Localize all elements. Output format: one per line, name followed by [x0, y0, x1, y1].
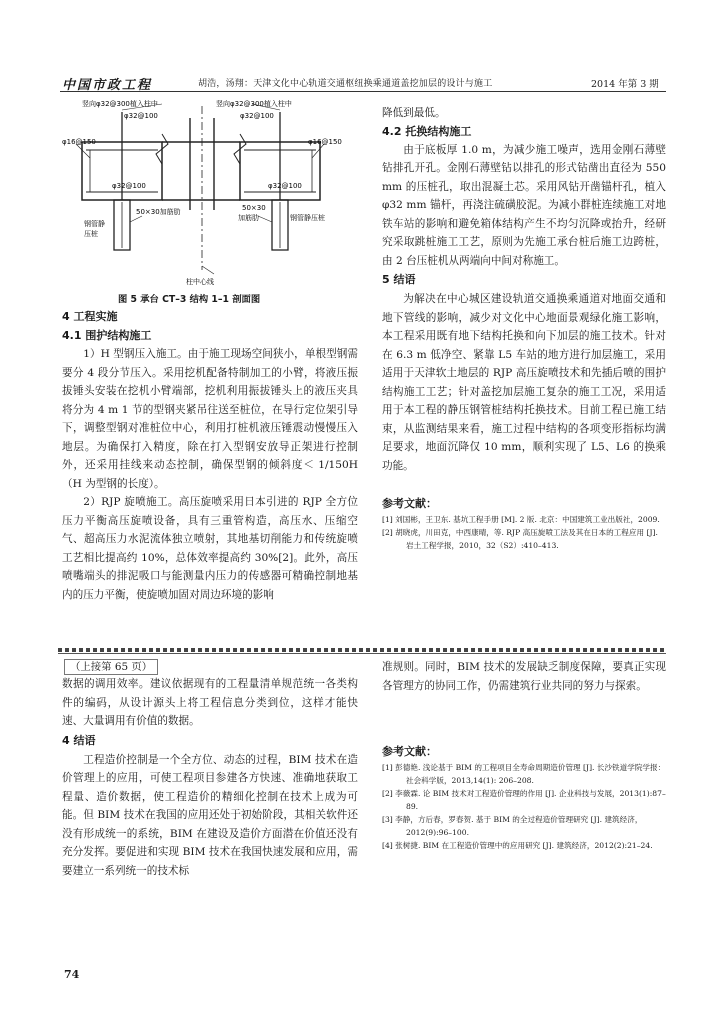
issue-label: 2014 年第 3 期: [591, 79, 659, 90]
label-left-pile-top: 竖向φ32@300植入柱中: [82, 100, 158, 108]
paragraph: 降低到最低。: [382, 107, 446, 119]
paragraph: 2）RJP 旋喷施工。高压旋喷采用日本引进的 RJP 全方位压力平衡高压旋喷设备，具有三重管构造，高压水、压缩空气、超高压力水泥流体独立喷射，其地基切削能力和传统旋喷工艺相比提高约 10%，总体效率提高约 30%[2]。此外，高压喷嘴端头的排泥吸口与能测量内压力的传感器可精确控制地基内的压力平衡，使旋喷加固对周边环境的影响: [62, 496, 358, 601]
reference-item: [1] 刘国彬，王卫东. 基坑工程手册 [M]. 2 版. 北京：中国建筑工业出版社，2009.: [382, 515, 660, 524]
bottom-right-column: [382, 658, 666, 852]
leader-left-rib: [130, 216, 142, 222]
section-4-heading: 4 工程实施: [62, 310, 118, 323]
label-left-rebar: φ32@100: [124, 112, 158, 120]
label-left-bottom-rebar: φ32@100: [112, 182, 146, 190]
leader-right-rib: [258, 216, 272, 222]
section-4-1-heading: 4.1 围护结构施工: [62, 329, 152, 342]
left-column: [62, 307, 358, 604]
label-left-stirrup: φ16@150: [62, 138, 96, 146]
reference-item: [2] 胡晓虎，川田克，中西康晴，等. RJP 高压旋喷工法及其在日本的工程应用 [J]. 岩土工程学报，2010，32（S2）:410–413.: [382, 528, 658, 550]
label-right-rib-b: 加筋肋: [238, 214, 259, 222]
figure-caption: 图 5 承台 CT–3 结构 1–1 剖面图: [118, 294, 261, 305]
reference-item: [4] 张树捷. BIM 在工程造价管理中的应用研究 [J]. 建筑经济，2012(2):21–24.: [382, 841, 653, 850]
section-4-2-heading: 4.2 托换结构施工: [382, 124, 472, 138]
label-left-pile-line2: 压桩: [84, 230, 98, 238]
continued-from-label: （上接第 65 页）: [64, 659, 158, 675]
right-column: [382, 104, 666, 552]
figure-diagram: [62, 98, 362, 288]
paragraph: 准规则。同时，BIM 技术的发展缺乏制度保障，要真正实现各管理方的协同工作，仍需建筑行业共同的努力与探索。: [382, 661, 666, 692]
bottom-left-column: [62, 675, 358, 880]
journal-logo: 中国市政工程: [62, 78, 153, 93]
label-right-stirrup: φ16@150: [308, 138, 342, 146]
references-heading: 参考文献：: [382, 497, 437, 510]
conclusion-heading: 4 结语: [62, 733, 96, 747]
paragraph: 数据的调用效率。建议依据现有的工程量清单规范统一各类构件的编码，从设计源头上将工程信息分类到位，这样才能快速、大量调用有价值的数据。: [62, 678, 358, 727]
label-right-rib-a: 50×30: [242, 204, 266, 212]
label-left-pile-line1: 钢管静: [84, 220, 105, 228]
leader-left-stirrup: [76, 144, 90, 158]
reference-item: [2] 李薇霖. 论 BIM 技术对工程造价管理的作用 [J]. 企业科技与发展，2013(1):87–89.: [382, 789, 666, 811]
references-heading: 参考文献：: [382, 745, 437, 758]
reference-item: [3] 李静，方后春，罗春贺. 基于 BIM 的全过程造价管理研究 [J]. 建筑经济，2012(9):96–100.: [382, 815, 643, 837]
header-rule: [60, 91, 666, 92]
article-divider: [58, 648, 666, 652]
page-number: 74: [64, 968, 80, 981]
leader-center-line: [202, 266, 214, 274]
label-left-pile: [84, 219, 107, 238]
leader-right-stirrup: [312, 144, 324, 158]
section-5-heading: 5 结语: [382, 273, 416, 286]
article-divider-line: [58, 653, 666, 654]
running-title: 胡浩，汤翔：天津文化中心轨道交通枢纽换乘通道盖挖加层的设计与施工: [198, 79, 493, 89]
label-right-pile: 钢管静压桩: [290, 214, 325, 222]
label-right-pile-top: 竖向φ32@300植入柱中: [216, 100, 292, 108]
label-right-bottom-rebar: φ32@100: [268, 182, 302, 190]
label-left-rib: 50×30加筋肋: [136, 208, 181, 216]
paragraph: 由于底板厚 1.0 m，为减少施工噪声，选用金刚石薄壁钻排孔开孔。金刚石薄壁钻以排孔的形式钻凿出直径为 550 mm 的压桩孔，取出混凝土芯。采用风钻开凿锚杆孔，植入 φ32 mm 锚杆，再浇注硫磺胶泥。为减小群桩连续施工对地铁车站的影响和避免箱体结构产生不均匀沉降或抬升，经研究采取跳桩施工工艺，原则为先施工承台桩后施工边跨桩，由 2 台压桩机从两端向中间对称施工。: [382, 143, 666, 267]
reference-item: [1] 彭德艳. 浅论基于 BIM 的工程项目全寿命周期造价管理 [J]. 长沙铁道学院学报：社会科学版，2013,14(1): 206–208.: [382, 763, 666, 785]
paragraph: 工程造价控制是一个全方位、动态的过程，BIM 技术在造价管理上的应用，可使工程项目参建各方快速、准确地获取工程量、造价数据，使工程造价的精细化控制在技术上成为可能。但 BIM 技术在我国的应用还处于初始阶段，其相关软件还没有形成统一的系统，BIM 在建设及造价方面潜在价值还没有充分发挥。要促进和实现 BIM 技术在我国快速发展和应用，需要建立一系列统一的技术标: [62, 753, 358, 877]
paragraph: 1）H 型钢压入施工。由于施工现场空间狭小，单根型钢需要分 4 段分节压入。采用挖机配备特制加工的小臂，将液压振拔锤头安装在挖机小臂端部，挖机利用振拔锤头上的液压夹具将分为 4 m 1 节的型钢夹紧吊往送至桩位，在导行定位架引导下，调整型钢对准桩位中心，利用打桩机液压锤震动慢慢压入地层。为确保打入精度，除在打入型钢安放导正架进行控制外，还采用挂线来动态控制，确保型钢的倾斜度＜ 1/150H（H 为型钢的长度）。: [62, 348, 358, 490]
label-right-rebar: φ32@100: [240, 112, 274, 120]
paragraph: 为解决在中心城区建设轨道交通换乘通道对地面交通和地下管线的影响，减少对文化中心地面景观绿化施工影响，本工程采用既有地下结构托换和向下加层的施工技术。针对在 6.3 m 低净空、紧靠 L5 车站的地方进行加层施工，采用适用于天津软土地层的 RJP 高压旋喷技术和先插后喷的围护结构施工工艺；针对盖挖加层施工复杂的施工工况，采用适用于本工程的静压钢管桩结构托换技术。目前工程已施工结束，从监测结果来看，施工过程中结构的各项变形指标均满足要求，地面沉降仅 10 mm，顺利实现了 L5、L6 的换乘功能。: [382, 293, 666, 472]
label-center-line: 柱中心线: [186, 278, 214, 286]
